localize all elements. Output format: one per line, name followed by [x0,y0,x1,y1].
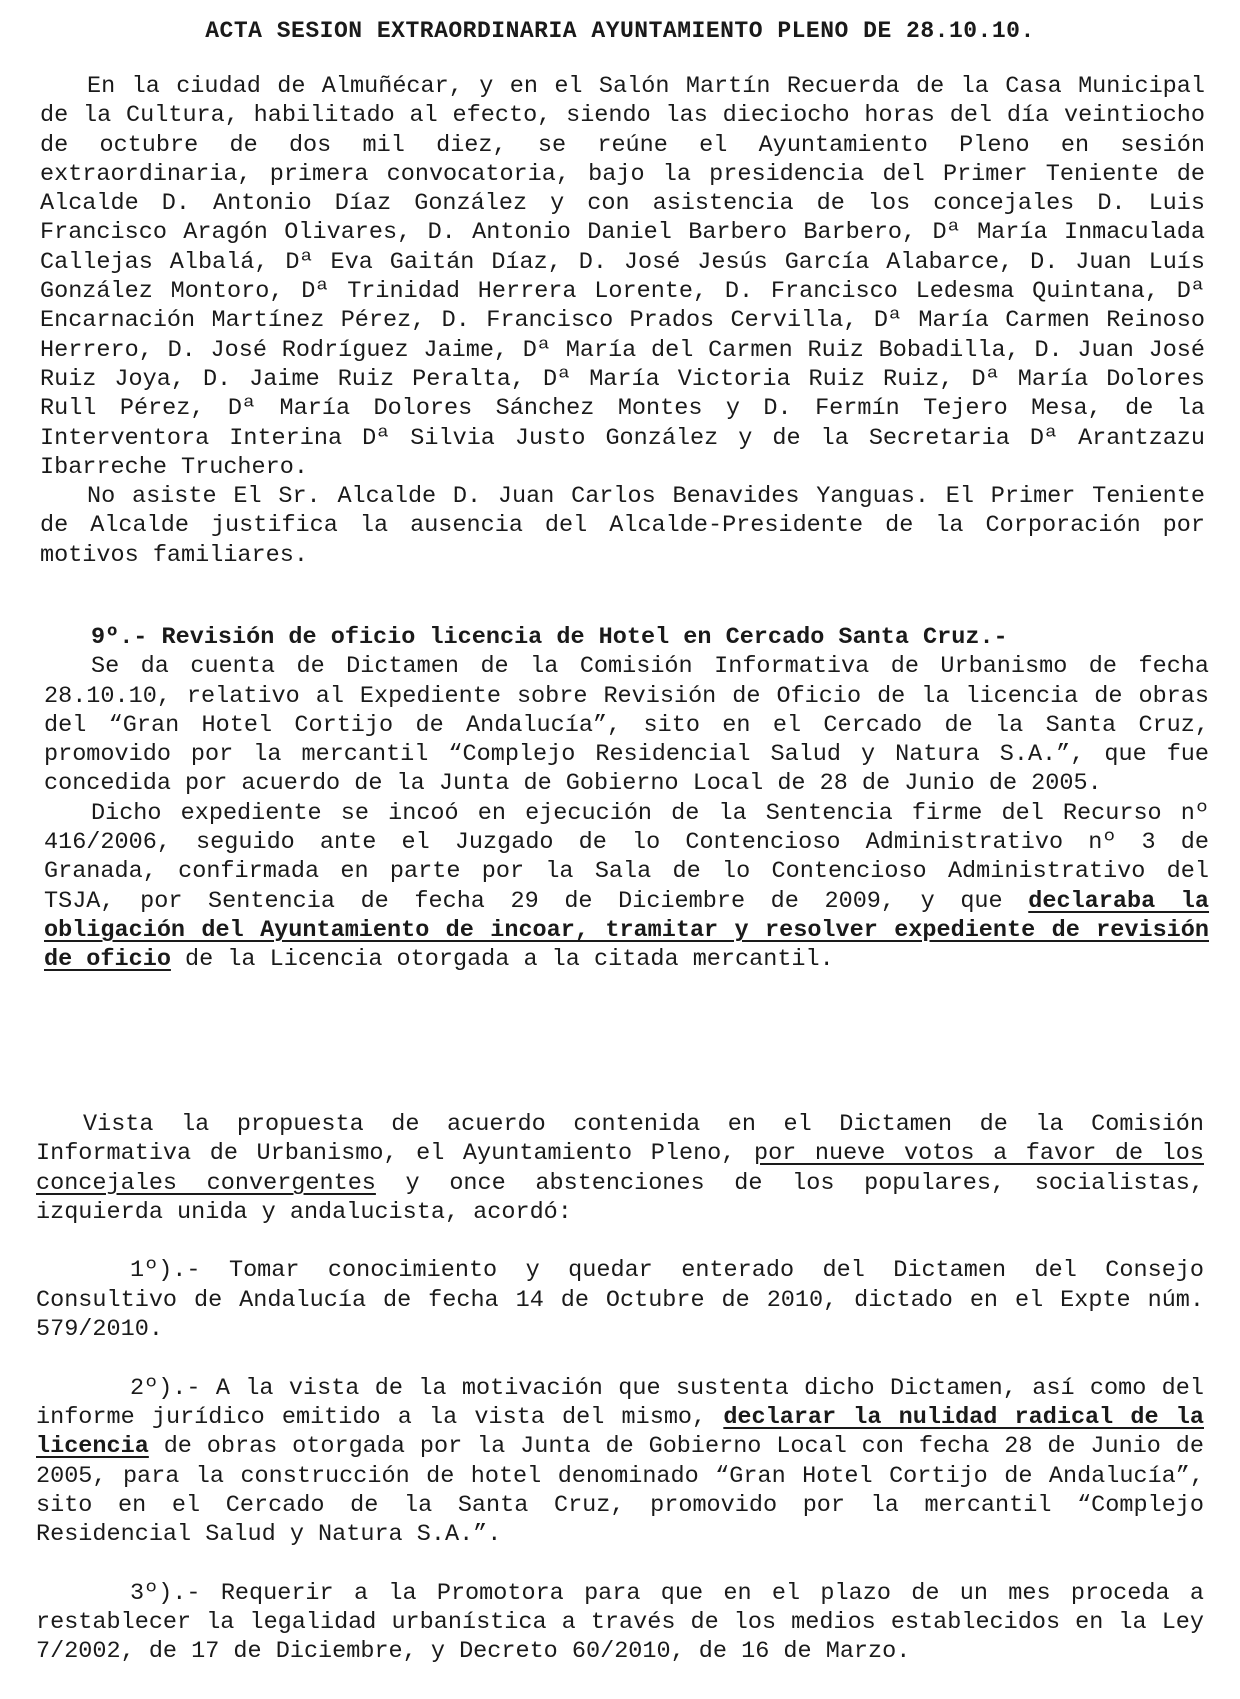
agenda-item-heading: 9º.- Revisión de oficio licencia de Hotel en Cercado Santa Cruz.- [91,624,1008,651]
point-2-start: 2º).- A la vista de la motivación que sustenta dicho Dictamen, así como del informe jurídico emitido a la vista del mismo, [36,1374,1204,1431]
resolution-point-2 [36,1374,1204,1550]
dictamen-paragraph: Se da cuenta de Dictamen de la Comisión Informativa de Urbanismo de fecha 28.10.10, relativo al Expediente sobre Revisión de Oficio de la licencia de obras del “Gran Hotel Cortijo de Andalucía”, sito en el Cercado de la Santa Cruz, promovido por la mercantil “Complejo Residencial Salud y Natura S.A.”, que fue concedida por acuerdo de la Junta de Gobierno Local de 28 de Junio de 2005. [44,653,1209,798]
nullity-emphasis: declarar la nulidad radical de la licencia [36,1403,1204,1461]
resolution-point-1: 1º).- Tomar conocimiento y quedar enterado del Dictamen del Consejo Consultivo de Andalucía de fecha 14 de Octubre de 2010, dictado en el Expte núm. 579/2010. [36,1257,1204,1344]
resolution-point-3: 3º).- Requerir a la Promotora para que en el plazo de un mes proceda a restablecer la legalidad urbanística a través de los medios establecidos en la Ley 7/2002, de 17 de Diciembre, y Decreto 60/2010, de 16 de Marzo. [36,1579,1204,1666]
attendance-paragraph: En la ciudad de Almuñécar, y en el Salón Martín Recuerda de la Casa Municipal de la Cultura, habilitado al efecto, siendo las dieciocho horas del día veintiocho de octubre de dos mil diez, se reúne el Ayuntamiento Pleno en sesión extraordinaria, primera convocatoria, bajo la presidencia del Primer Teniente de Alcalde D. Antonio Díaz González y con asistencia de los concejales D. Luis Francisco Aragón Olivares, D. Antonio Daniel Barbero Barbero, Dª María Inmaculada Callejas Albalá, Dª Eva Gaitán Díaz, D. José Jesús García Alabarce, D. Juan Luís González Montoro, Dª Trinidad Herrera Lorente, D. Francisco Ledesma Quintana, Dª Encarnación Martínez Pérez, D. Francisco Prados Cervilla, Dª María Carmen Reinoso Herrero, D. José Rodríguez Jaime, Dª María del Carmen Ruiz Bobadilla, D. Juan José Ruiz Joya, D. Jaime Ruiz Peralta, Dª María Victoria Ruiz Ruiz, Dª María Dolores Rull Pérez, Dª María Dolores Sánchez Montes y D. Fermín Tejero Mesa, de la Interventora Interina Dª Silvia Justo González y de la Secretaria Dª Arantzazu Ibarreche Truchero. [40,73,1205,481]
expediente-text-start: Dicho expediente se incoó en ejecución de la Sentencia firme del Recurso nº 416/2006, seguido ante el Juzgado de lo Contencioso Administrativo nº 3 de Granada, confirmada en parte por la Sala de lo Contencioso Administrativo del TSJA, por Sentencia de fecha 29 de Diciembre de 2009, y que [44,799,1209,915]
attendance-section [40,72,1205,570]
resolution-intro [36,1110,1204,1227]
resolution-intro-end: y once abstenciones de los populares, socialistas, izquierda unida y andalucista, acordó: [36,1169,1204,1226]
expediente-emphasis: declaraba la obligación del Ayuntamiento de incoar, tramitar y resolver expediente de revisión de oficio [44,887,1210,974]
resolution-intro-start: Vista la propuesta de acuerdo contenida en el Dictamen de la Comisión Informativa de Urbanismo, el Ayuntamiento Pleno, [36,1111,1204,1168]
absence-paragraph: No asiste El Sr. Alcalde D. Juan Carlos Benavides Yanguas. El Primer Teniente de Alcalde justifica la ausencia del Alcalde-Presidente de la Corporación por motivos familiares. [40,483,1205,569]
vote-emphasis: por nueve votos a favor de los concejales convergentes [36,1140,1204,1197]
expediente-paragraph [44,799,1209,975]
point-2-end: de obras otorgada por la Junta de Gobierno Local con fecha 28 de Junio de 2005, para la construcción de hotel denominado “Gran Hotel Cortijo de Andalucía”, sito en el Cercado de la Santa Cruz, promovido por la mercantil “Complejo Residencial Salud y Natura S.A.”. [36,1433,1204,1549]
agenda-item-section [44,623,1209,975]
expediente-text-end: de la Licencia otorgada a la citada mercantil. [170,946,834,974]
document-title: ACTA SESION EXTRAORDINARIA AYUNTAMIENTO PLENO DE 28.10.10. [205,18,1035,44]
resolution-section [36,1110,1204,1667]
